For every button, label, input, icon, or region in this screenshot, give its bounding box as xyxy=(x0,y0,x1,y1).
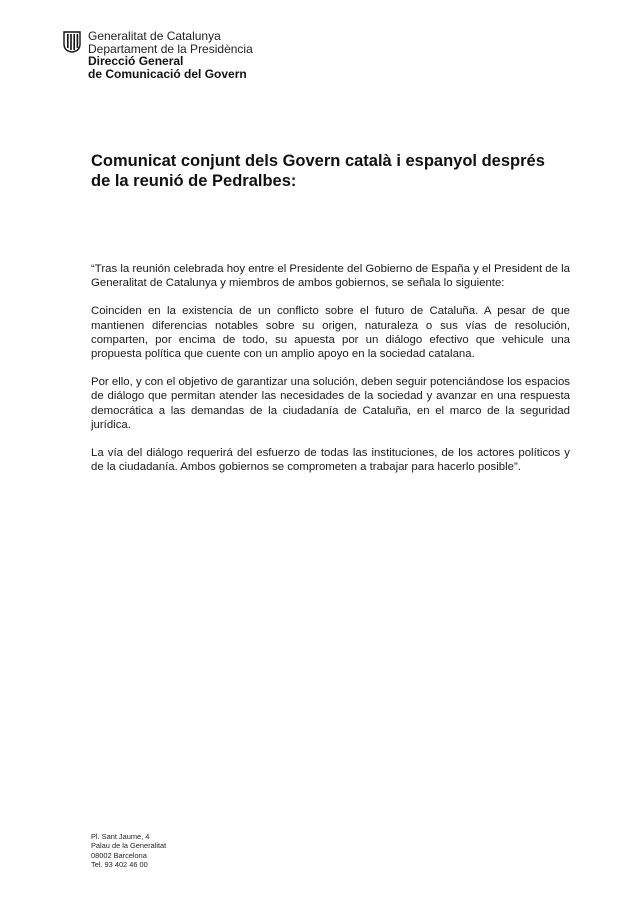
directorate-line-2: de Comunicació del Govern xyxy=(88,66,247,81)
body-paragraph: La vía del diálogo requerirá del esfuerzo de todas las instituciones, de los actores políticos y de la ciudadanía. Ambos gobiernos se comprometen a trabajar para hacerlo posible”. xyxy=(91,447,570,474)
body-paragraph: Coinciden en la existencia de un conflicto sobre el futuro de Cataluña. A pesar de que mantienen diferencias notables sobre su origen, naturaleza o sus vías de resolución, comparten, por encima de todo, su apuesta por un diálogo efectivo que vehicule una propuesta política que cuente con un amplio apoyo en la sociedad catalana. xyxy=(91,305,570,361)
title-line-1: Comunicat conjunt dels Govern català i espanyol després xyxy=(91,152,545,170)
footer-phone: Tel. 93 402 46 00 xyxy=(91,859,148,869)
footer-street: Pl. Sant Jaume, 4 xyxy=(91,832,150,841)
body-paragraph: Por ello, y con el objetivo de garantizar una solución, deben seguir potenciándose los espacios de diálogo que permitan atender las necesidades de la sociedad y avanzar en una respuesta democrática a las demandas de la ciudadanía de Cataluña, en el marco de la seguridad jurídica. xyxy=(91,376,570,431)
generalitat-logo-icon xyxy=(62,31,82,53)
title-line-2: de la reunió de Pedralbes: xyxy=(91,172,297,190)
org-name: Generalitat de Catalunya xyxy=(88,29,221,43)
department-name: Departament de la Presidència xyxy=(88,41,253,56)
letterhead xyxy=(62,30,253,80)
footer-address xyxy=(91,832,166,869)
footer-building: Palau de la Generalitat xyxy=(91,841,167,851)
document-title xyxy=(91,151,591,191)
document-body xyxy=(91,262,570,488)
footer-city: 08002 Barcelona xyxy=(91,850,147,860)
letterhead-text xyxy=(88,30,253,80)
directorate-line-1: Direcció General xyxy=(88,54,184,69)
body-paragraph: “Tras la reunión celebrada hoy entre el Presidente del Gobierno de España y el President de la Generalitat de Catalunya y miembros de ambos gobiernos, se señala lo siguiente: xyxy=(91,263,570,290)
